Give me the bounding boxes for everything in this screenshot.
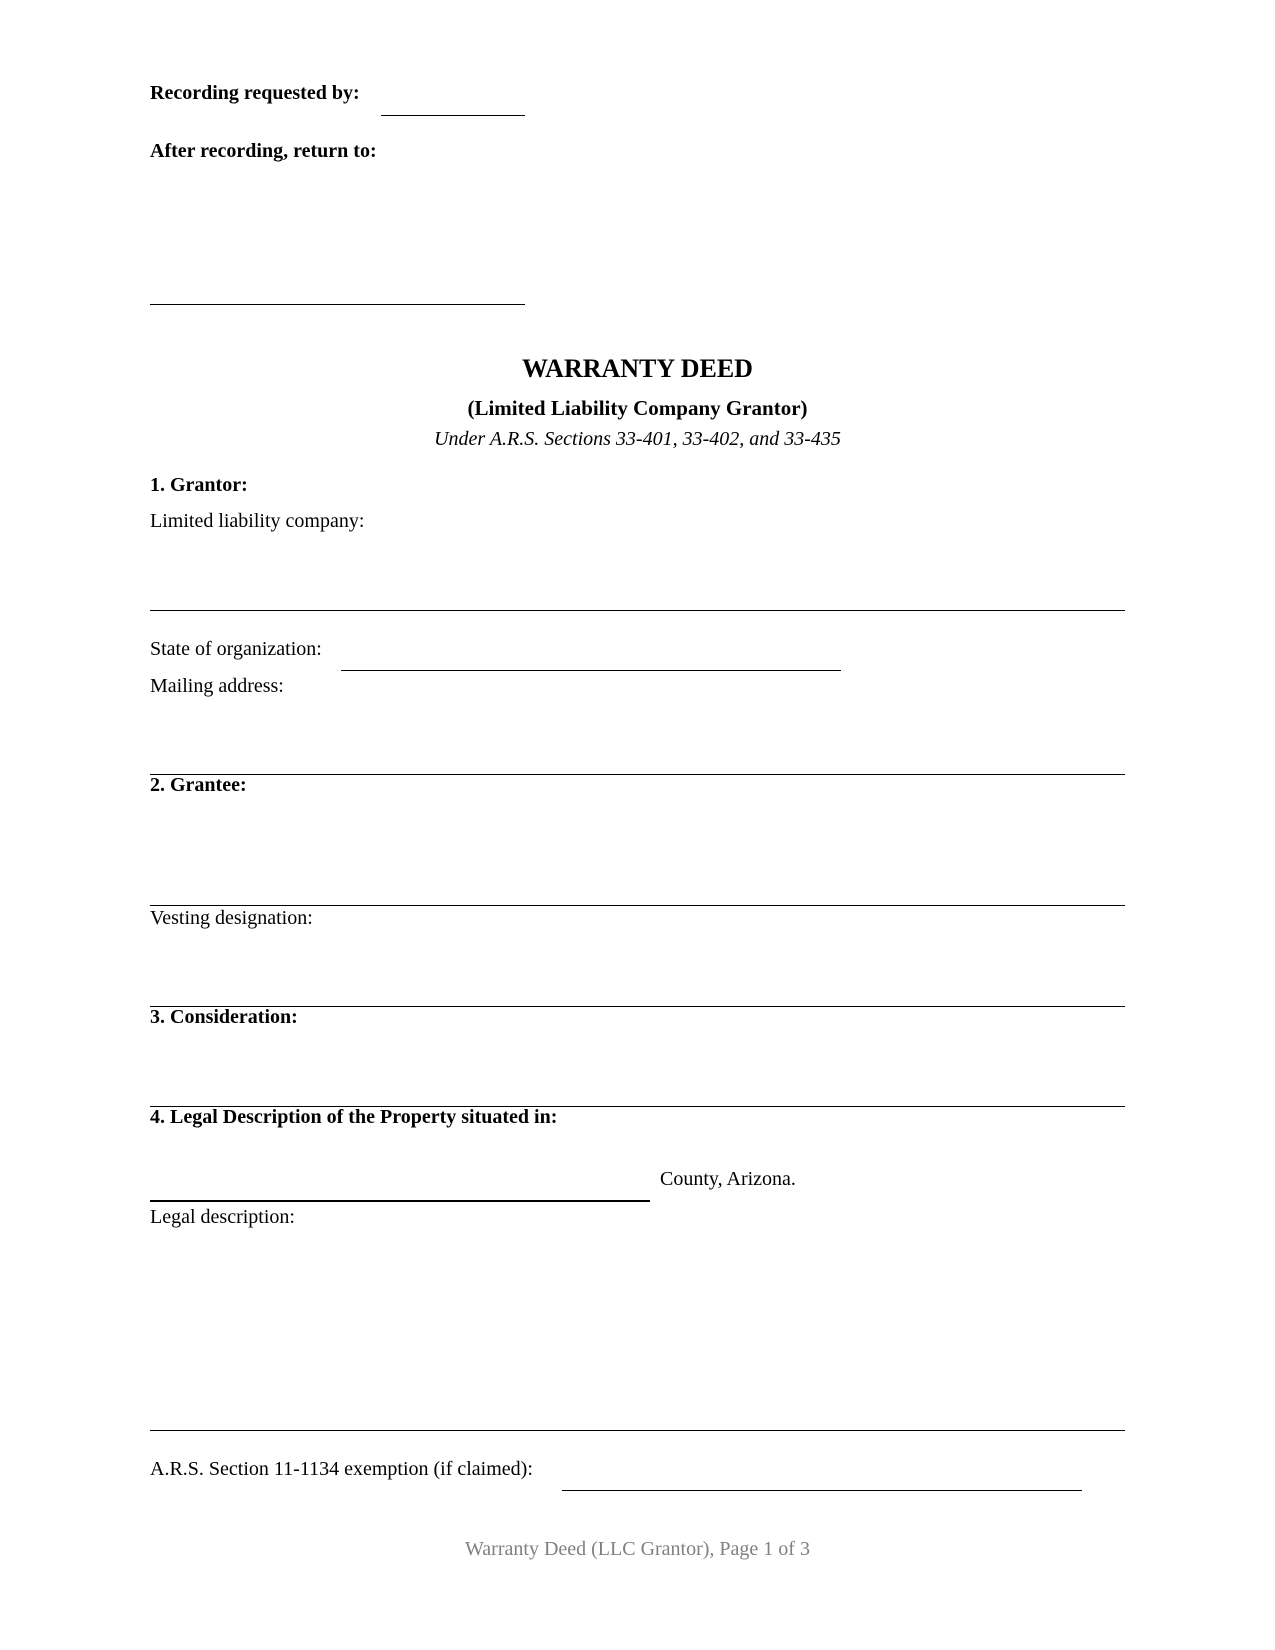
mailing-address-label: Mailing address:	[150, 675, 284, 697]
grantor-heading: 1. Grantor:	[150, 474, 248, 496]
recording-requested-by-label: Recording requested by:	[150, 82, 360, 104]
legal-description-heading: 4. Legal Description of the Property situated in:	[150, 1106, 558, 1128]
mailing-address-field[interactable]	[150, 774, 1125, 775]
state-of-organization-field[interactable]	[341, 670, 841, 671]
after-recording-return-to-label: After recording, return to:	[150, 140, 377, 162]
county-arizona-label: County, Arizona.	[660, 1168, 796, 1190]
document-subtitle: (Limited Liability Company Grantor)	[467, 396, 808, 420]
grantee-name-field[interactable]	[150, 905, 1125, 906]
legal-description-label: Legal description:	[150, 1206, 295, 1228]
legal-description-field[interactable]	[150, 1430, 1125, 1431]
vesting-designation-label: Vesting designation:	[150, 907, 313, 929]
recording-requested-by-field[interactable]	[381, 115, 525, 116]
document-title: WARRANTY DEED	[522, 354, 753, 383]
exemption-field[interactable]	[562, 1490, 1082, 1491]
state-of-organization-label: State of organization:	[150, 638, 322, 660]
county-field[interactable]	[150, 1200, 650, 1202]
statute-reference: Under A.R.S. Sections 33-401, 33-402, and 33-435	[434, 428, 841, 450]
llc-name-field[interactable]	[150, 610, 1125, 611]
exemption-label: A.R.S. Section 11-1134 exemption (if claimed):	[150, 1458, 533, 1480]
grantee-heading: 2. Grantee:	[150, 774, 247, 796]
page-footer: Warranty Deed (LLC Grantor), Page 1 of 3	[465, 1538, 810, 1560]
llc-name-label: Limited liability company:	[150, 510, 365, 532]
return-to-address-field[interactable]	[150, 304, 525, 305]
consideration-heading: 3. Consideration:	[150, 1006, 298, 1028]
